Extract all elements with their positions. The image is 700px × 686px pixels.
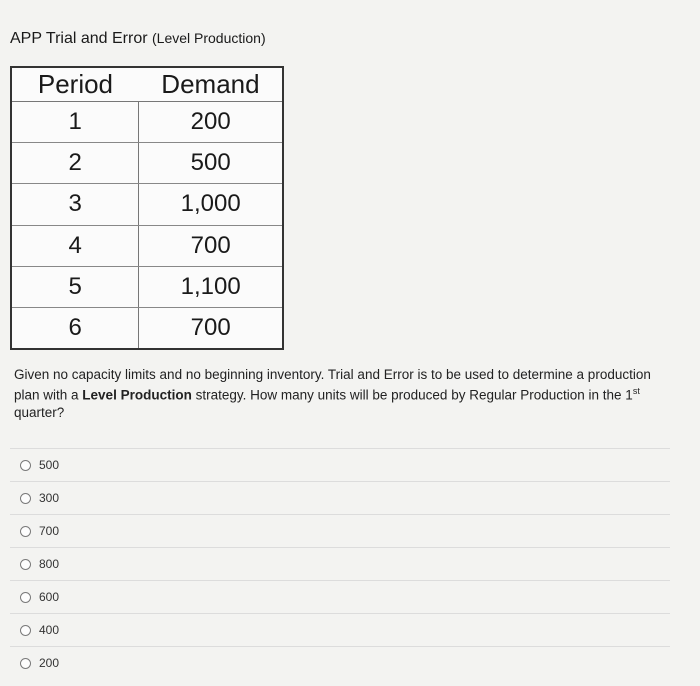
question-title bbox=[10, 30, 266, 48]
column-header-demand: Demand bbox=[139, 68, 282, 102]
period-cell: 4 bbox=[12, 225, 139, 266]
demand-cell: 1,100 bbox=[139, 266, 282, 307]
question-part1: Given no capacity limits and no beginning inventory. Trial and Error is to be used to determine a production plan with a bbox=[14, 367, 651, 403]
radio-button[interactable] bbox=[20, 592, 31, 603]
answer-option[interactable] bbox=[10, 514, 670, 547]
question-sup: st bbox=[632, 386, 640, 396]
option-label[interactable]: 500 bbox=[39, 458, 60, 472]
title-sub: (Level Production) bbox=[152, 30, 266, 46]
radio-button[interactable] bbox=[20, 625, 31, 636]
answer-option[interactable] bbox=[10, 646, 670, 679]
radio-button[interactable] bbox=[20, 658, 31, 669]
option-label[interactable]: 700 bbox=[39, 524, 60, 538]
demand-cell: 1,000 bbox=[139, 184, 282, 225]
period-cell: 6 bbox=[12, 307, 139, 348]
demand-cell: 700 bbox=[190, 313, 231, 341]
answer-option[interactable] bbox=[10, 481, 670, 514]
table-row bbox=[12, 184, 282, 225]
option-label[interactable]: 200 bbox=[39, 656, 60, 670]
option-label[interactable]: 300 bbox=[39, 491, 60, 505]
option-label[interactable]: 800 bbox=[39, 557, 60, 571]
table-row bbox=[12, 143, 282, 184]
demand-table bbox=[10, 66, 284, 350]
period-cell: 2 bbox=[12, 143, 139, 184]
radio-button[interactable] bbox=[20, 493, 31, 504]
demand-cell: 200 bbox=[139, 102, 282, 143]
column-header-period: Period bbox=[12, 68, 139, 102]
question-bold: Level Production bbox=[82, 387, 192, 403]
question-text bbox=[14, 366, 654, 421]
demand-cell: 500 bbox=[139, 143, 282, 184]
period-cell: 3 bbox=[12, 184, 139, 225]
question-part3: quarter? bbox=[14, 404, 65, 420]
demand-cell: 700 bbox=[139, 225, 282, 266]
question-part2: strategy. How many units will be produced by Regular Production in the 1 bbox=[191, 387, 633, 403]
answer-option[interactable] bbox=[10, 580, 670, 613]
table-row bbox=[12, 307, 282, 348]
title-main: APP Trial and Error bbox=[10, 30, 148, 47]
answer-option[interactable] bbox=[10, 613, 670, 646]
radio-button[interactable] bbox=[20, 460, 31, 471]
option-label[interactable]: 600 bbox=[39, 590, 60, 604]
radio-button[interactable] bbox=[20, 559, 31, 570]
period-cell: 1 bbox=[12, 102, 139, 143]
table-header-row bbox=[12, 68, 282, 102]
answer-option[interactable] bbox=[10, 547, 670, 580]
table-row bbox=[12, 102, 282, 143]
answer-option[interactable] bbox=[10, 448, 670, 481]
radio-button[interactable] bbox=[20, 526, 31, 537]
period-cell: 5 bbox=[12, 266, 139, 307]
answer-options bbox=[10, 448, 670, 679]
table-row bbox=[12, 225, 282, 266]
option-label[interactable]: 400 bbox=[39, 623, 60, 637]
table-row bbox=[12, 266, 282, 307]
